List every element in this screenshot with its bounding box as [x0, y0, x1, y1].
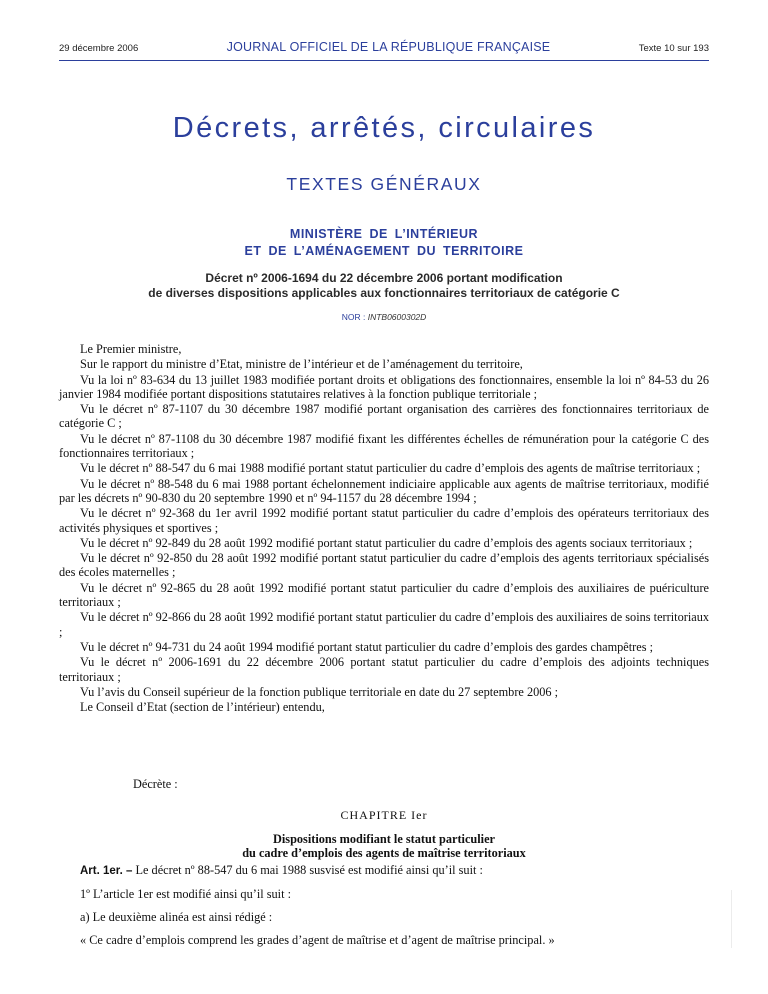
article-item: « Ce cadre d’emplois comprend les grades d’agent de maîtrise et d’agent de maîtrise principal. » — [80, 933, 555, 947]
article-heading — [80, 863, 709, 878]
nor-value: INTB0600302D — [367, 312, 427, 322]
decree-body — [59, 342, 709, 715]
paragraph: Vu le décret nº 94-731 du 24 août 1994 modifié portant statut particulier du cadre d’emplois des gardes champêtres ; — [80, 639, 653, 654]
paragraph: Vu le décret nº 2006-1691 du 22 décembre 2006 portant statut particulier du cadre d’emplois des adjoints techniques territoriaux ; — [59, 655, 709, 684]
paragraph: Vu le décret nº 88-548 du 6 mai 1988 portant échelonnement indiciaire applicable aux agents de maîtrise territoriaux, modifié par les décrets nº 90-830 du 20 septembre 1990 et nº 94-1157 du 28 décembre 1994 ; — [59, 476, 709, 505]
header-date: 29 décembre 2006 — [59, 43, 139, 54]
chapter-heading: CHAPITRE Ier — [340, 808, 428, 822]
paragraph: Le Conseil d’Etat (section de l’intérieur) entendu, — [80, 700, 325, 715]
paragraph: Sur le rapport du ministre d’Etat, ministre de l’intérieur et de l’aménagement du territoire, — [80, 357, 523, 372]
chapter-subtitle-line-2: du cadre d’emplois des agents de maîtrise territoriaux — [242, 846, 526, 860]
header-page-info: Texte 10 sur 193 — [638, 43, 709, 54]
paragraph: Vu l’avis du Conseil supérieur de la fonction publique territoriale en date du 27 septembre 2006 ; — [80, 684, 559, 699]
decree-title — [0, 271, 768, 301]
article-item: a) Le deuxième alinéa est ainsi rédigé : — [80, 910, 273, 924]
paragraph: Vu le décret nº 87-1107 du 30 décembre 1987 modifié portant organisation des carrières des fonctionnaires territoriaux de catégorie C ; — [59, 402, 709, 431]
page-edge-mark — [729, 890, 732, 948]
paragraph: Vu le décret nº 92-368 du 1er avril 1992 modifié portant statut particulier du cadre d’emplois des opérateurs territoriaux des activités physiques et sportives ; — [59, 506, 709, 535]
ministry-line-2: ET DE L’AMÉNAGEMENT DU TERRITOIRE — [244, 244, 524, 258]
article-1 — [59, 863, 709, 956]
paragraph: Vu le décret nº 92-865 du 28 août 1992 modifié portant statut particulier du cadre d’emplois des auxiliaires de puériculture territoriaux ; — [59, 580, 709, 610]
paragraph: Vu le décret nº 88-547 du 6 mai 1988 modifié portant statut particulier du cadre d’emplois des agents de maîtrise territoriaux ; — [80, 461, 701, 476]
nor-label: NOR : — [341, 312, 366, 322]
ministry-line-1: MINISTÈRE DE L’INTÉRIEUR — [289, 227, 479, 241]
header-journal-title: JOURNAL OFFICIEL DE LA RÉPUBLIQUE FRANÇAISE — [226, 40, 551, 54]
article-text: Le décret nº 88-547 du 6 mai 1988 susvisé est modifié ainsi qu’il suit : — [135, 863, 483, 877]
chapter-subtitle-line-1: Dispositions modifiant le statut particulier — [272, 832, 496, 846]
decree-title-line-1: Décret nº 2006-1694 du 22 décembre 2006 portant modification — [205, 271, 563, 285]
decrete-statement: Décrète : — [133, 777, 178, 791]
paragraph: Vu la loi nº 83-634 du 13 juillet 1983 modifiée portant droits et obligations des fonctionnaires, ensemble la loi nº 84-53 du 26 janvier 1984 modifiée portant dispositions statutaires relatives à la fonction publique territoriale ; — [59, 372, 709, 401]
paragraph: Vu le décret nº 87-1108 du 30 décembre 1987 modifié fixant les différentes échelles de rémunération pour la catégorie C des fonctionnaires territoriaux ; — [59, 431, 709, 461]
article-item: 1º L’article 1er est modifié ainsi qu’il suit : — [80, 887, 291, 901]
decree-title-line-2: de diverses dispositions applicables aux fonctionnaires territoriaux de catégorie C — [148, 286, 620, 300]
paragraph: Le Premier ministre, — [80, 342, 182, 356]
chapter-subtitle — [0, 832, 768, 860]
nor-reference — [0, 312, 768, 322]
page-header — [59, 40, 709, 61]
section-title: TEXTES GÉNÉRAUX — [286, 174, 482, 194]
main-title: Décrets, arrêtés, circulaires — [172, 112, 596, 144]
ministry-heading — [0, 226, 768, 260]
paragraph: Vu le décret nº 92-866 du 28 août 1992 modifié portant statut particulier du cadre d’emplois des auxiliaires de soins territoriaux ; — [59, 610, 709, 639]
paragraph: Vu le décret nº 92-850 du 28 août 1992 modifié portant statut particulier du cadre d’emplois des agents territoriaux spécialisés des écoles maternelles ; — [59, 551, 709, 580]
article-label: Art. 1er. – — [80, 865, 133, 877]
paragraph: Vu le décret nº 92-849 du 28 août 1992 modifié portant statut particulier du cadre d’emplois des agents sociaux territoriaux ; — [80, 535, 693, 550]
